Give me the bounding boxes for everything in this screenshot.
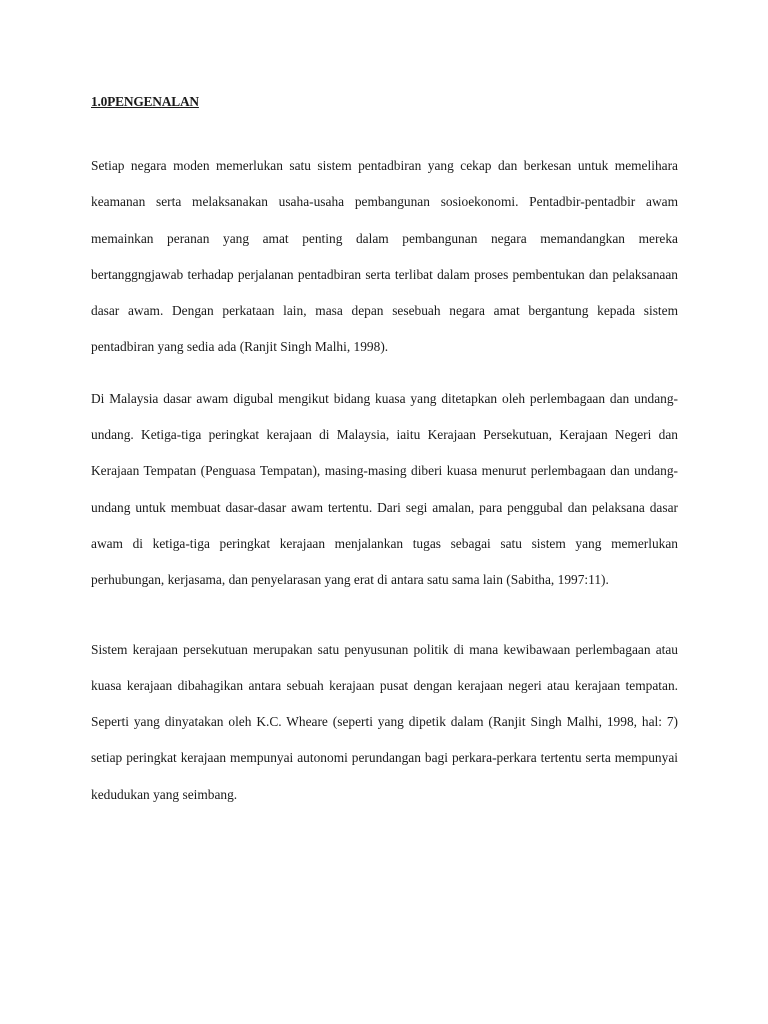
paragraph-2: Di Malaysia dasar awam digubal mengikut bidang kuasa yang ditetapkan oleh perlembagaan dan undang-undang. Ketiga-tiga peringkat kerajaan di Malaysia, iaitu Kerajaan Persekutuan, Kerajaan Negeri dan Kerajaan Tempatan (Penguasa Tempatan), masing-masing diberi kuasa menurut perlembagaan dan undang-undang untuk membuat dasar-dasar awam tertentu. Dari segi amalan, para penggubal dan pelaksana dasar awam di ketiga-tiga peringkat kerajaan menjalankan tugas sebagai satu sistem yang memerlukan perhubungan, kerjasama, dan penyelarasan yang erat di antara satu sama lain (Sabitha, 1997:11). [91,390,678,588]
paragraph-3: Sistem kerajaan persekutuan merupakan satu penyusunan politik di mana kewibawaan perlembagaan atau kuasa kerajaan dibahagikan antara sebuah kerajaan pusat dengan kerajaan negeri atau kerajaan tempatan. Seperti yang dinyatakan oleh K.C. Wheare (seperti yang dipetik dalam (Ranjit Singh Malhi, 1998, hal: 7) setiap peringkat kerajaan mempunyai autonomi perundangan bagi perkara-perkara tertentu serta mempunyai kedudukan yang seimbang. [91,641,678,802]
document-body [91,90,678,813]
section-heading: 1.0PENGENALAN [91,94,199,109]
paragraph-1: Setiap negara moden memerlukan satu sistem pentadbiran yang cekap dan berkesan untuk memelihara keamanan serta melaksanakan usaha-usaha pembangunan sosioekonomi. Pentadbir-pentadbir awam memainkan peranan yang amat penting dalam pembangunan negara memandangkan mereka bertanggngjawab terhadap perjalanan pentadbiran serta terlibat dalam proses pembentukan dan pelaksanaan dasar awam. Dengan perkataan lain, masa depan sesebuah negara amat bergantung kepada sistem pentadbiran yang sedia ada (Ranjit Singh Malhi, 1998). [91,158,678,355]
